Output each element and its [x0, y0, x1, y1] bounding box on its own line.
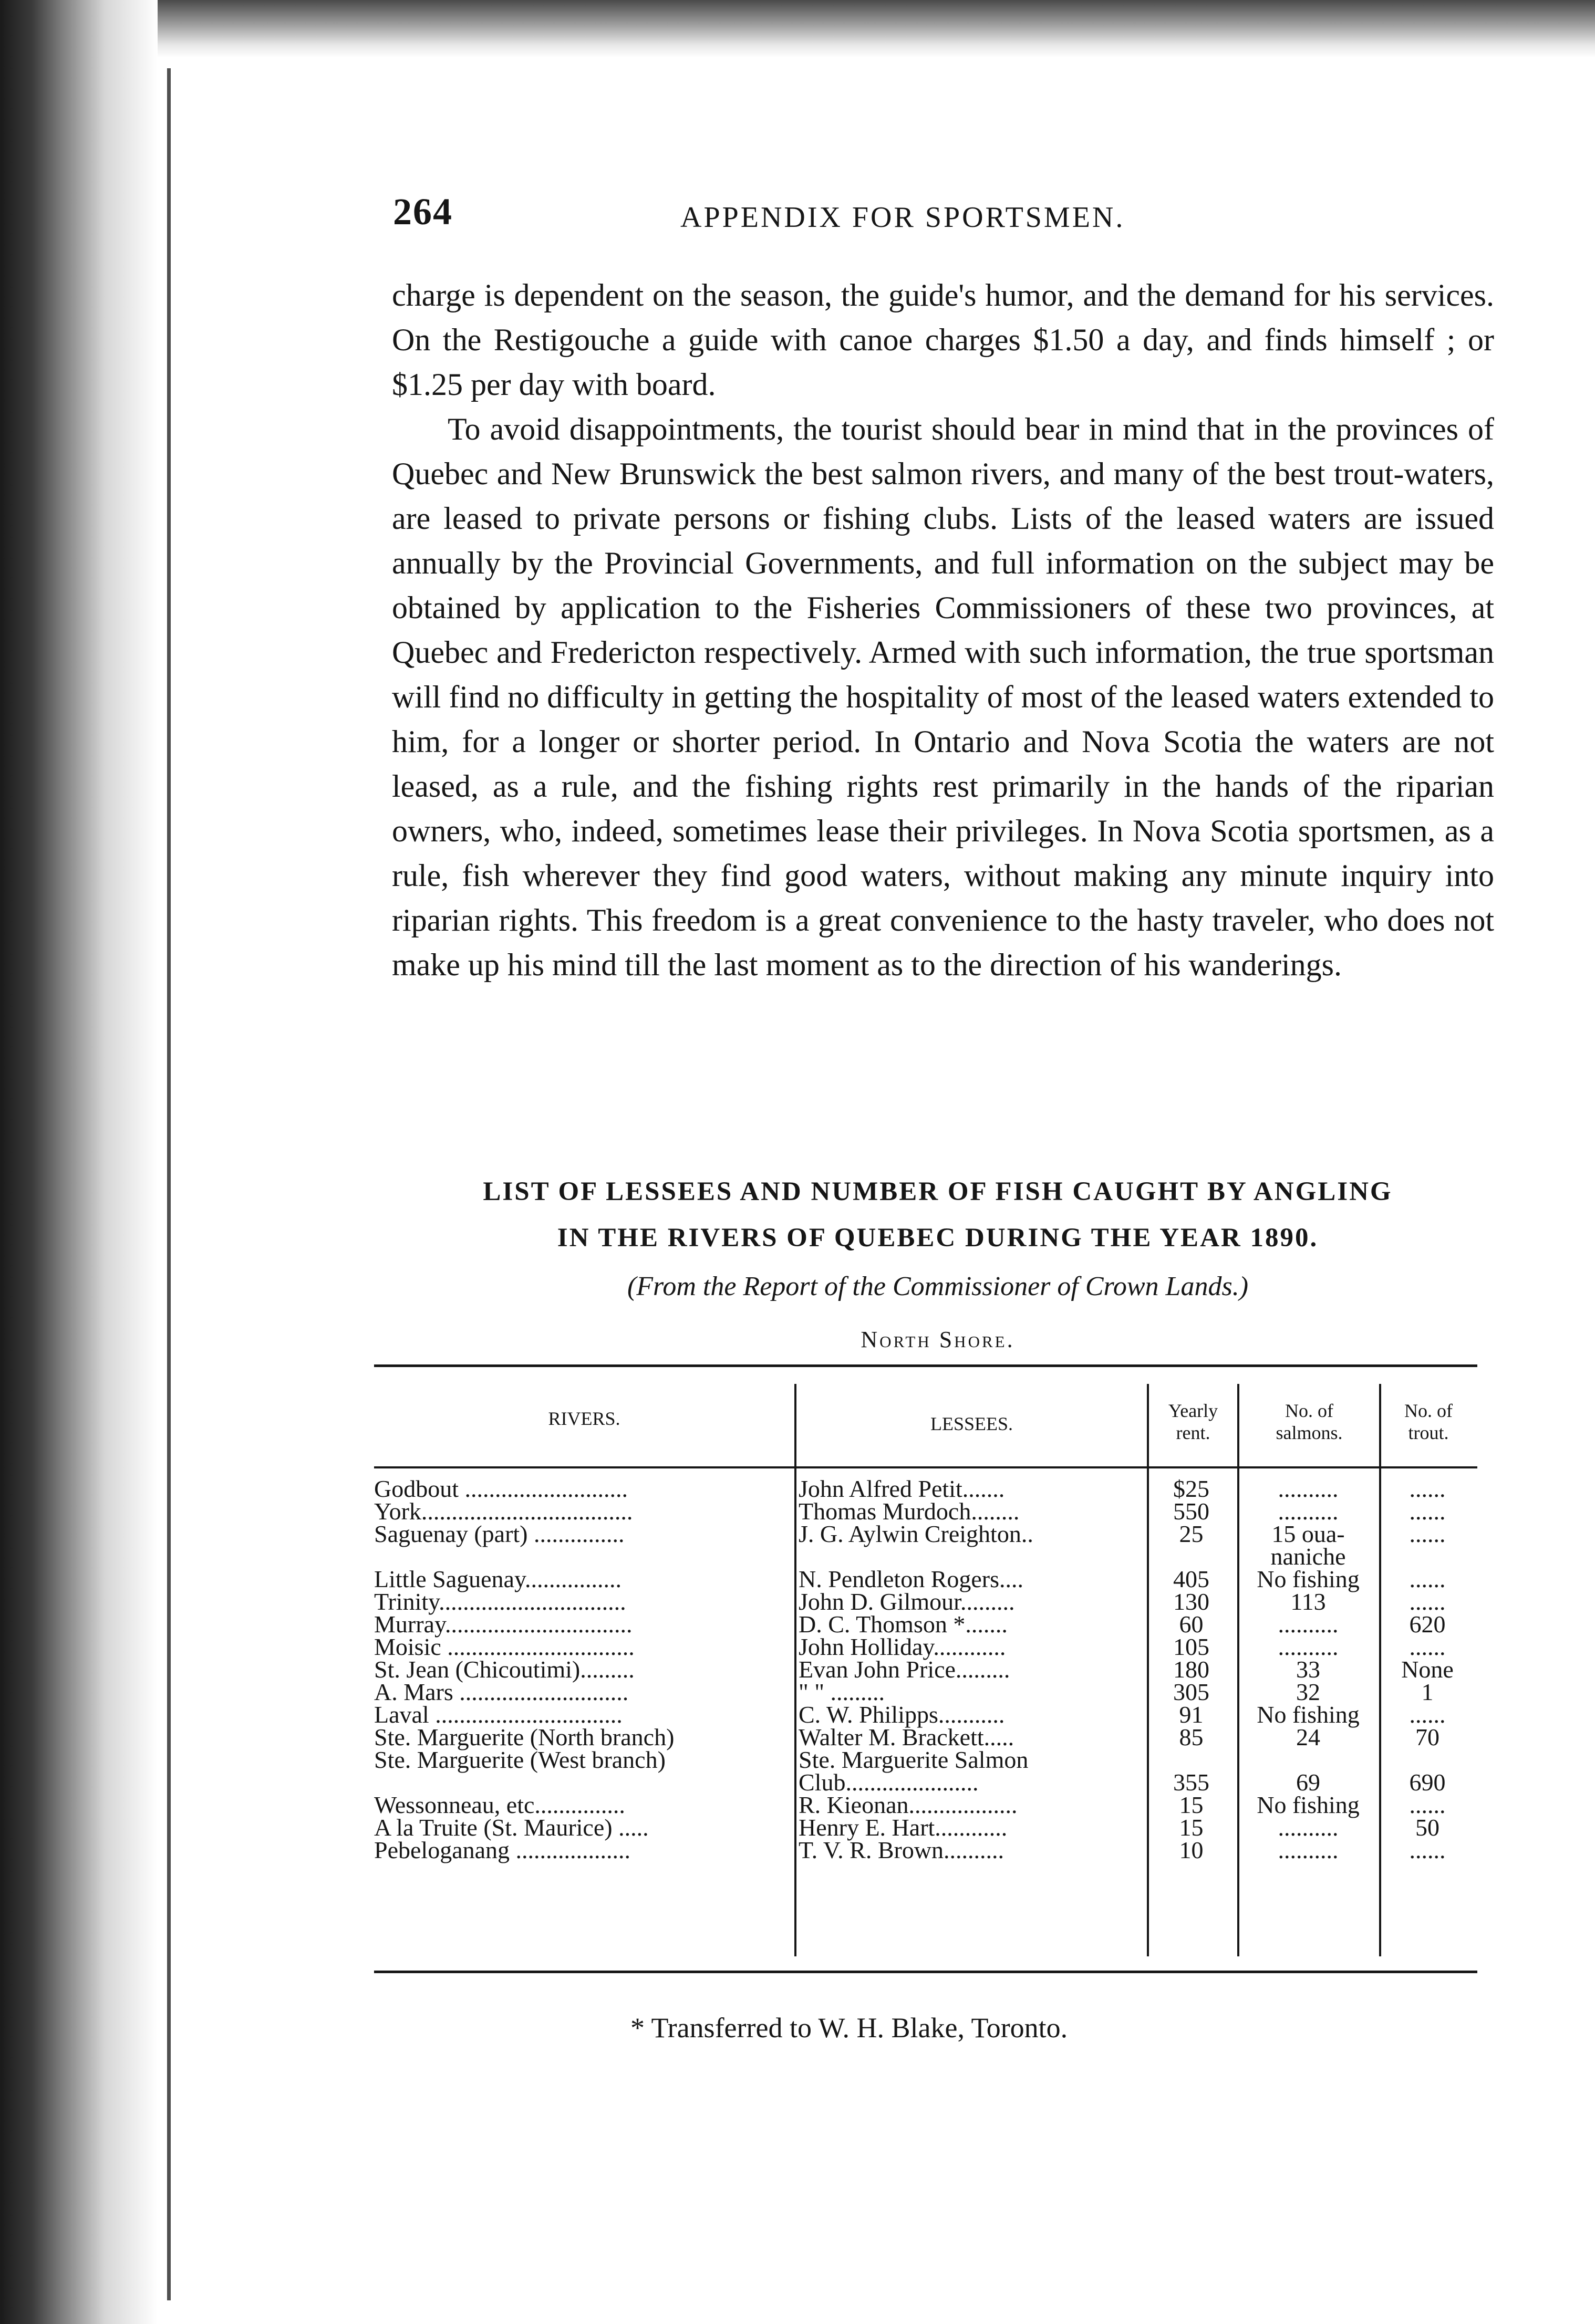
table-cell-rent: 25 [1179, 1520, 1204, 1547]
table-cell-trout: 50 [1415, 1814, 1439, 1841]
table-cell-lessee: C. W. Philipps........... [799, 1701, 1005, 1728]
table-cell-river: Saguenay (part) ............... [374, 1520, 625, 1547]
table-cell-rent: 15 [1179, 1791, 1204, 1818]
body-text [392, 273, 1494, 987]
table-cell-salmon: No fishing [1257, 1791, 1360, 1818]
table-cell-rent: 91 [1179, 1701, 1204, 1728]
table-cell-lessee: Club...................... [799, 1769, 979, 1796]
header-yearly-rent: Yearly rent. [1168, 1400, 1218, 1443]
column-divider-4 [1379, 1384, 1381, 1956]
table-cell-salmon: No fishing [1257, 1566, 1360, 1592]
table-cell-rent: 85 [1179, 1724, 1204, 1750]
table-cell-salmon: 113 [1290, 1588, 1326, 1615]
table-cell-lessee: Walter M. Brackett..... [799, 1724, 1014, 1750]
binding-edge [0, 0, 158, 2324]
table-cell-trout: ...... [1409, 1633, 1446, 1660]
running-head: APPENDIX FOR SPORTSMEN. [680, 201, 1125, 234]
table-title-line-2: IN THE RIVERS OF QUEBEC DURING THE YEAR 1890. [557, 1223, 1319, 1253]
table-cell-rent: 15 [1179, 1814, 1204, 1841]
table-cell-trout: ...... [1409, 1475, 1446, 1502]
table-cell-rent: 105 [1173, 1633, 1209, 1660]
table-cell-lessee: " " ......... [799, 1679, 885, 1705]
table-cell-river: Wessonneau, etc............... [374, 1791, 625, 1818]
table-cell-rent: $25 [1173, 1475, 1209, 1502]
header-salmons: No. of salmons. [1276, 1400, 1343, 1443]
table-cell-trout: ...... [1409, 1701, 1446, 1728]
table-cell-salmon: 69 [1296, 1769, 1320, 1796]
table-cell-rent: 405 [1173, 1566, 1209, 1592]
table-cell-river: York................................... [374, 1498, 633, 1525]
table-cell-salmon: .......... [1278, 1498, 1339, 1525]
table-cell-lessee: Evan John Price......... [799, 1656, 1010, 1683]
table-cell-river: Laval ............................... [374, 1701, 623, 1728]
table-cell-rent: 10 [1179, 1837, 1204, 1863]
table-cell-lessee: Thomas Murdoch........ [799, 1498, 1020, 1525]
footnote: * Transferred to W. H. Blake, Toronto. [630, 2012, 1068, 2044]
table-cell-lessee: R. Kieonan.................. [799, 1791, 1018, 1818]
table-cell-rent: 355 [1173, 1769, 1209, 1796]
table-cell-salmon: naniche [1270, 1543, 1346, 1570]
table-cell-trout: 690 [1409, 1769, 1446, 1796]
table-cell-salmon: .......... [1278, 1475, 1339, 1502]
table-cell-river: A la Truite (St. Maurice) ..... [374, 1814, 649, 1841]
table-cell-salmon: .......... [1278, 1814, 1339, 1841]
table-cell-lessee: D. C. Thomson *....... [799, 1611, 1008, 1638]
table-cell-lessee: N. Pendleton Rogers.... [799, 1566, 1024, 1592]
table-cell-trout: ...... [1409, 1837, 1446, 1863]
table-cell-salmon: 24 [1296, 1724, 1320, 1750]
table-cell-lessee: Ste. Marguerite Salmon [799, 1746, 1029, 1773]
table-cell-trout: ...... [1409, 1791, 1446, 1818]
table-cell-river: Pebeloganang ................... [374, 1837, 631, 1863]
table-cell-trout: 70 [1415, 1724, 1439, 1750]
table-cell-river: Little Saguenay................ [374, 1566, 622, 1592]
table-cell-lessee: John Alfred Petit....... [799, 1475, 1005, 1502]
table-cell-river: Godbout ........................... [374, 1475, 628, 1502]
table-cell-rent: 305 [1173, 1679, 1209, 1705]
table-cell-rent: 130 [1173, 1588, 1209, 1615]
table-cell-lessee: Henry E. Hart............ [799, 1814, 1008, 1841]
table-cell-lessee: J. G. Aylwin Creighton.. [799, 1520, 1033, 1547]
table-cell-salmon: .......... [1278, 1611, 1339, 1638]
table-cell-trout: 620 [1409, 1611, 1446, 1638]
table-cell-river: St. Jean (Chicoutimi)......... [374, 1656, 635, 1683]
table-cell-salmon: No fishing [1257, 1701, 1360, 1728]
header-trout: No. of trout. [1404, 1400, 1453, 1443]
page-top-edge [158, 0, 1595, 58]
table-cell-trout: ...... [1409, 1588, 1446, 1615]
table-cell-lessee: John D. Gilmour......... [799, 1588, 1015, 1615]
table-bottom-rule [374, 1971, 1477, 1973]
table-cell-trout: ...... [1409, 1566, 1446, 1592]
table-cell-lessee: T. V. R. Brown.......... [799, 1837, 1004, 1863]
column-divider-1 [794, 1384, 796, 1956]
table-cell-trout: None [1401, 1656, 1454, 1683]
table-cell-trout: ...... [1409, 1498, 1446, 1525]
table-title-line-1: LIST OF LESSEES AND NUMBER OF FISH CAUGHT BY ANGLING [483, 1177, 1393, 1206]
table-cell-river: A. Mars ............................ [374, 1679, 629, 1705]
table-cell-salmon: .......... [1278, 1837, 1339, 1863]
table-title [378, 1169, 1497, 1261]
page-edge-line [167, 68, 171, 2300]
table-header-rule [374, 1466, 1477, 1468]
table-cell-river: Trinity............................... [374, 1588, 626, 1615]
section-title: North Shore. [861, 1327, 1015, 1352]
table-cell-river: Ste. Marguerite (West branch) [374, 1746, 666, 1773]
table-cell-river: Ste. Marguerite (North branch) [374, 1724, 675, 1750]
column-divider-3 [1237, 1384, 1239, 1956]
table-cell-salmon: .......... [1278, 1633, 1339, 1660]
table-cell-rent: 550 [1173, 1498, 1209, 1525]
table-cell-rent: 180 [1173, 1656, 1209, 1683]
page-number: 264 [393, 191, 453, 233]
header-rivers: RIVERS. [548, 1408, 620, 1429]
table-cell-salmon: 32 [1296, 1679, 1320, 1705]
table-cell-river: Moisic ............................... [374, 1633, 635, 1660]
paragraph-2: To avoid disappointments, the tourist should bear in mind that in the provinces of Quebec and New Brunswick the best salmon rivers, and many of the best trout-waters, are leased to private persons or fishing clubs. Lists of the leased waters are issued annually by the Provincial Governments, and full information on the subject may be obtained by application to the Fisheries Commissioners of these two provinces, at Quebec and Fredericton respectively. Armed with such information, the true sportsman will find no difficulty in getting the hospitality of most of the leased waters extended to him, for a longer or shorter period. In Ontario and Nova Scotia the waters are not leased, as a rule, and the fishing rights rest primarily in the hands of the riparian owners, who, indeed, sometimes lease their privileges. In Nova Scotia sportsmen, as a rule, fish wherever they find good waters, without making any minute inquiry into riparian rights. This freedom is a great convenience to the hasty traveler, who does not make up his mind till the last moment as to the direction of his wanderings. [392, 412, 1494, 982]
table-cell-salmon: 33 [1296, 1656, 1320, 1683]
table-cell-trout: ...... [1409, 1520, 1446, 1547]
table-cell-rent: 60 [1179, 1611, 1204, 1638]
header-lessees: LESSEES. [930, 1413, 1013, 1434]
paragraph-1: charge is dependent on the season, the guide's humor, and the demand for his services. On the Restigouche a guide with canoe charges $1.50 a day, and finds himself ; or $1.25 per day with board. [392, 278, 1494, 402]
table-cell-river: Murray............................... [374, 1611, 633, 1638]
table-source: (From the Report of the Commissioner of Crown Lands.) [627, 1272, 1249, 1301]
table-cell-salmon: 15 oua- [1271, 1520, 1345, 1547]
table-cell-lessee: John Holliday............ [799, 1633, 1006, 1660]
table-cell-trout: 1 [1421, 1679, 1434, 1705]
table-top-rule [374, 1364, 1477, 1367]
